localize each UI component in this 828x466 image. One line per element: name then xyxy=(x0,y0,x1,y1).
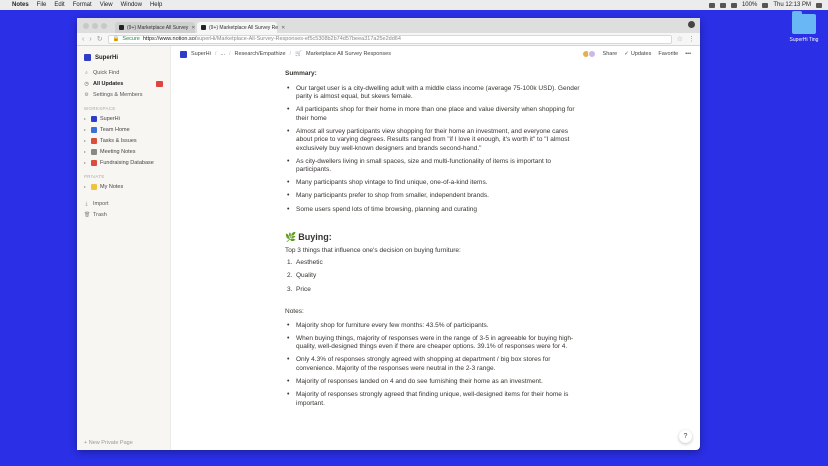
notes-list xyxy=(285,322,585,408)
wifi-icon[interactable] xyxy=(720,3,726,8)
page-icon xyxy=(91,138,97,144)
private-section-label: PRIVATE xyxy=(84,174,105,179)
list-item[interactable]: • Majority of responses strongly agreed that finding unique, well-designed items for their home is important. xyxy=(285,391,585,408)
menu-help[interactable]: Help xyxy=(149,2,163,8)
mac-menubar xyxy=(0,0,828,10)
sidebar-item-label: Trash xyxy=(93,211,107,218)
window-controls xyxy=(83,18,107,33)
list-item[interactable] xyxy=(285,272,585,281)
sidebar-page-my-notes[interactable] xyxy=(77,181,170,192)
buying-intro[interactable]: Top 3 things that influence one's decision on buying furniture: xyxy=(285,246,461,254)
sidebar-settings[interactable] xyxy=(77,89,170,100)
close-window-button[interactable] xyxy=(83,23,89,29)
share-button[interactable]: Share xyxy=(602,51,618,57)
menu-edit[interactable]: Edit xyxy=(54,2,65,8)
notion-app xyxy=(77,46,700,450)
tab-2-title: (9+) Marketplace All Survey Re xyxy=(209,24,279,31)
bookmark-star-icon[interactable]: ☆ xyxy=(676,36,683,43)
tab-bar xyxy=(77,18,700,33)
plus-icon: + xyxy=(84,440,88,446)
page-label: Fundraising Database xyxy=(100,159,154,166)
breadcrumb-separator: / xyxy=(214,51,217,57)
maximize-window-button[interactable] xyxy=(101,23,107,29)
sidebar-page-tasks[interactable] xyxy=(77,135,170,146)
page-icon xyxy=(91,127,97,133)
volume-icon[interactable] xyxy=(731,3,737,8)
browser-window xyxy=(77,18,700,450)
list-item-label: Aesthetic xyxy=(296,259,323,267)
list-item[interactable]: • As city-dwellers living in small spaces, size and multi-functionality of items is important to participants. xyxy=(285,158,585,175)
breadcrumb-mid[interactable]: Research/Empathize xyxy=(234,51,286,57)
workspace-name: SuperHi xyxy=(95,54,119,61)
menu-view[interactable]: View xyxy=(99,2,113,8)
list-item[interactable]: • Many participants shop vintage to find unique, one-of-a-kind items. xyxy=(285,179,585,188)
page-emoji-icon: 🛒 xyxy=(295,51,302,57)
expand-arrow-icon[interactable]: ▸ xyxy=(84,127,87,132)
menu-file[interactable]: File xyxy=(36,2,47,8)
page-topbar xyxy=(171,46,700,62)
breadcrumb-root[interactable]: SuperHi xyxy=(191,51,211,57)
desktop-folder[interactable] xyxy=(786,14,822,43)
import-icon: ⤓ xyxy=(85,200,88,207)
sidebar-trash[interactable] xyxy=(77,209,170,220)
new-private-page-button[interactable] xyxy=(84,440,133,446)
buying-heading-block[interactable] xyxy=(285,233,585,242)
list-number: 2. xyxy=(287,272,293,280)
profile-icon[interactable] xyxy=(688,21,695,28)
sidebar-quick-find[interactable] xyxy=(77,67,170,78)
desktop-folder-label: SuperHi Ting xyxy=(789,37,819,43)
notification-badge xyxy=(156,81,163,87)
list-item[interactable]: • Our target user is a city-dwelling adult with a middle class income (average 75-100k USD). Gender parity is almost equal, but skews female. xyxy=(285,85,585,102)
sidebar-page-meeting-notes[interactable] xyxy=(77,146,170,157)
list-item[interactable]: • Majority of responses landed on 4 and do see furnishing their home as an investment. xyxy=(285,378,585,387)
battery-level[interactable]: 100% xyxy=(741,2,758,8)
forward-icon[interactable]: › xyxy=(89,35,92,43)
list-item[interactable]: • Only 4.3% of responses strongly agreed with shopping at department / big box stores for convenience. Majority of the responses were neutral in the 2-3 range. xyxy=(285,356,585,373)
folder-icon xyxy=(792,14,816,34)
workspace-switcher[interactable] xyxy=(77,54,170,61)
page-icon xyxy=(91,160,97,166)
summary-list xyxy=(285,85,585,215)
page-icon xyxy=(91,149,97,155)
sidebar-all-updates[interactable] xyxy=(77,78,170,89)
tab-close-icon[interactable]: ✕ xyxy=(281,24,286,31)
tab-1-title: (9+) Marketplace All Survey xyxy=(127,24,189,31)
list-number: 3. xyxy=(287,285,293,293)
menu-window[interactable]: Window xyxy=(120,2,142,8)
address-bar xyxy=(77,33,700,46)
sidebar-page-superhi[interactable] xyxy=(77,113,170,124)
minimize-window-button[interactable] xyxy=(92,23,98,29)
sidebar-item-label: Quick Find xyxy=(93,69,120,76)
browser-menu-icon[interactable]: ⋮ xyxy=(688,36,695,43)
summary-heading: Summary: xyxy=(285,70,317,77)
checkmark-icon: ✓ xyxy=(624,51,629,57)
page-label: Tasks & Issues xyxy=(100,137,137,144)
sidebar-page-team-home[interactable] xyxy=(77,124,170,135)
workspace-logo-icon xyxy=(84,54,91,61)
sidebar-page-fundraising[interactable] xyxy=(77,157,170,168)
url-input[interactable] xyxy=(108,35,672,44)
menu-app[interactable]: Notes xyxy=(12,2,29,8)
tab-1[interactable] xyxy=(115,22,195,33)
page-label: Meeting Notes xyxy=(100,148,136,155)
url-path: superHi/Marketplace-All-Survey-Responses-ef5c5308b2b74d57beea317a25e2dd64 xyxy=(196,36,401,42)
tab-2[interactable] xyxy=(197,22,286,33)
sidebar-item-label: Settings & Members xyxy=(93,91,143,98)
tab-close-icon[interactable]: ✕ xyxy=(191,24,196,31)
page-body xyxy=(285,70,585,413)
search-icon: ⌕ xyxy=(85,69,88,76)
breadcrumb-ellipsis[interactable]: ... xyxy=(220,51,225,57)
page-label: My Notes xyxy=(100,183,124,190)
updates-button[interactable]: Updates xyxy=(630,51,652,57)
menu-format[interactable]: Format xyxy=(72,2,92,8)
sidebar-item-label: Import xyxy=(93,200,109,207)
list-item[interactable] xyxy=(285,286,585,295)
list-item[interactable]: • All participants shop for their home in more than one place and value diversity when shopping for their home xyxy=(285,106,585,123)
sidebar-import[interactable] xyxy=(77,198,170,209)
breadcrumb-separator: / xyxy=(289,51,292,57)
help-button[interactable]: ? xyxy=(679,430,692,443)
expand-arrow-icon[interactable]: ▸ xyxy=(84,116,87,121)
list-item-label: Quality xyxy=(296,272,317,280)
notes-heading[interactable]: Notes: xyxy=(285,308,304,316)
more-options-icon[interactable]: ••• xyxy=(685,51,691,57)
clock-icon: ◷ xyxy=(84,80,89,87)
list-item[interactable]: • When buying things, majority of responses were in the range of 3-5 in agreeable for buying high-quality, well-designed things even if there are cheaper options. 39.1% of responses were for 4. xyxy=(285,335,585,352)
trash-icon: 🗑 xyxy=(84,211,91,218)
back-icon[interactable]: ‹ xyxy=(82,35,85,43)
reload-icon[interactable]: ↻ xyxy=(96,36,103,43)
url-host: https://www.notion.so/ xyxy=(142,36,197,42)
expand-arrow-icon[interactable]: ▸ xyxy=(84,149,87,154)
page-label: Team Home xyxy=(100,126,130,133)
list-item[interactable]: • Almost all survey participants view shopping for their home an investment, and everyone cares about price to varying degrees. Results ranged from "if I love it enough, it's worth it" to "I almost exclusively buy well-known designers and brands second-hand." xyxy=(285,128,585,154)
list-item-label: Price xyxy=(296,285,311,293)
workspace-logo-icon xyxy=(180,51,187,58)
expand-arrow-icon[interactable]: ▸ xyxy=(84,160,87,165)
list-number: 1. xyxy=(287,259,293,267)
page-icon xyxy=(91,116,97,122)
top3-list xyxy=(285,259,585,294)
battery-icon[interactable] xyxy=(762,3,768,8)
favorite-button[interactable]: Favorite xyxy=(658,51,679,57)
list-item[interactable] xyxy=(285,259,585,268)
notion-favicon-icon xyxy=(119,25,124,30)
sidebar xyxy=(77,46,171,450)
notion-favicon-icon xyxy=(201,25,206,30)
list-item[interactable]: • Majority shop for furniture every few months: 43.5% of participants. xyxy=(285,322,585,331)
plant-emoji-icon: 🌿 xyxy=(285,232,297,243)
list-item[interactable]: • Many participants prefer to shop from smaller, independent brands. xyxy=(285,192,585,201)
sidebar-item-label: All Updates xyxy=(93,80,124,87)
lock-icon: 🔒 xyxy=(112,36,120,42)
avatar[interactable] xyxy=(588,50,596,58)
breadcrumb-separator: / xyxy=(229,51,231,57)
workspace-section-label: WORKSPACE xyxy=(84,106,116,111)
new-page-label: New Private Page xyxy=(88,440,133,446)
gear-icon: ⚙ xyxy=(84,91,89,98)
expand-arrow-icon[interactable]: ▸ xyxy=(84,138,87,143)
secure-label: Secure xyxy=(122,36,140,42)
status-icon[interactable] xyxy=(709,3,715,8)
collaborator-avatars[interactable] xyxy=(584,50,596,58)
buying-heading: Buying: xyxy=(298,232,332,243)
page-label: SuperHi xyxy=(100,115,120,122)
main-content xyxy=(171,46,700,450)
spotlight-icon[interactable] xyxy=(816,3,822,8)
clock[interactable]: Thu 12:13 PM xyxy=(773,2,811,8)
list-item[interactable]: • Some users spend lots of time browsing, planning and curating xyxy=(285,206,585,215)
breadcrumb-page[interactable]: Marketplace All Survey Responses xyxy=(305,51,391,57)
page-icon xyxy=(91,184,97,190)
expand-arrow-icon[interactable]: ▸ xyxy=(84,184,87,189)
